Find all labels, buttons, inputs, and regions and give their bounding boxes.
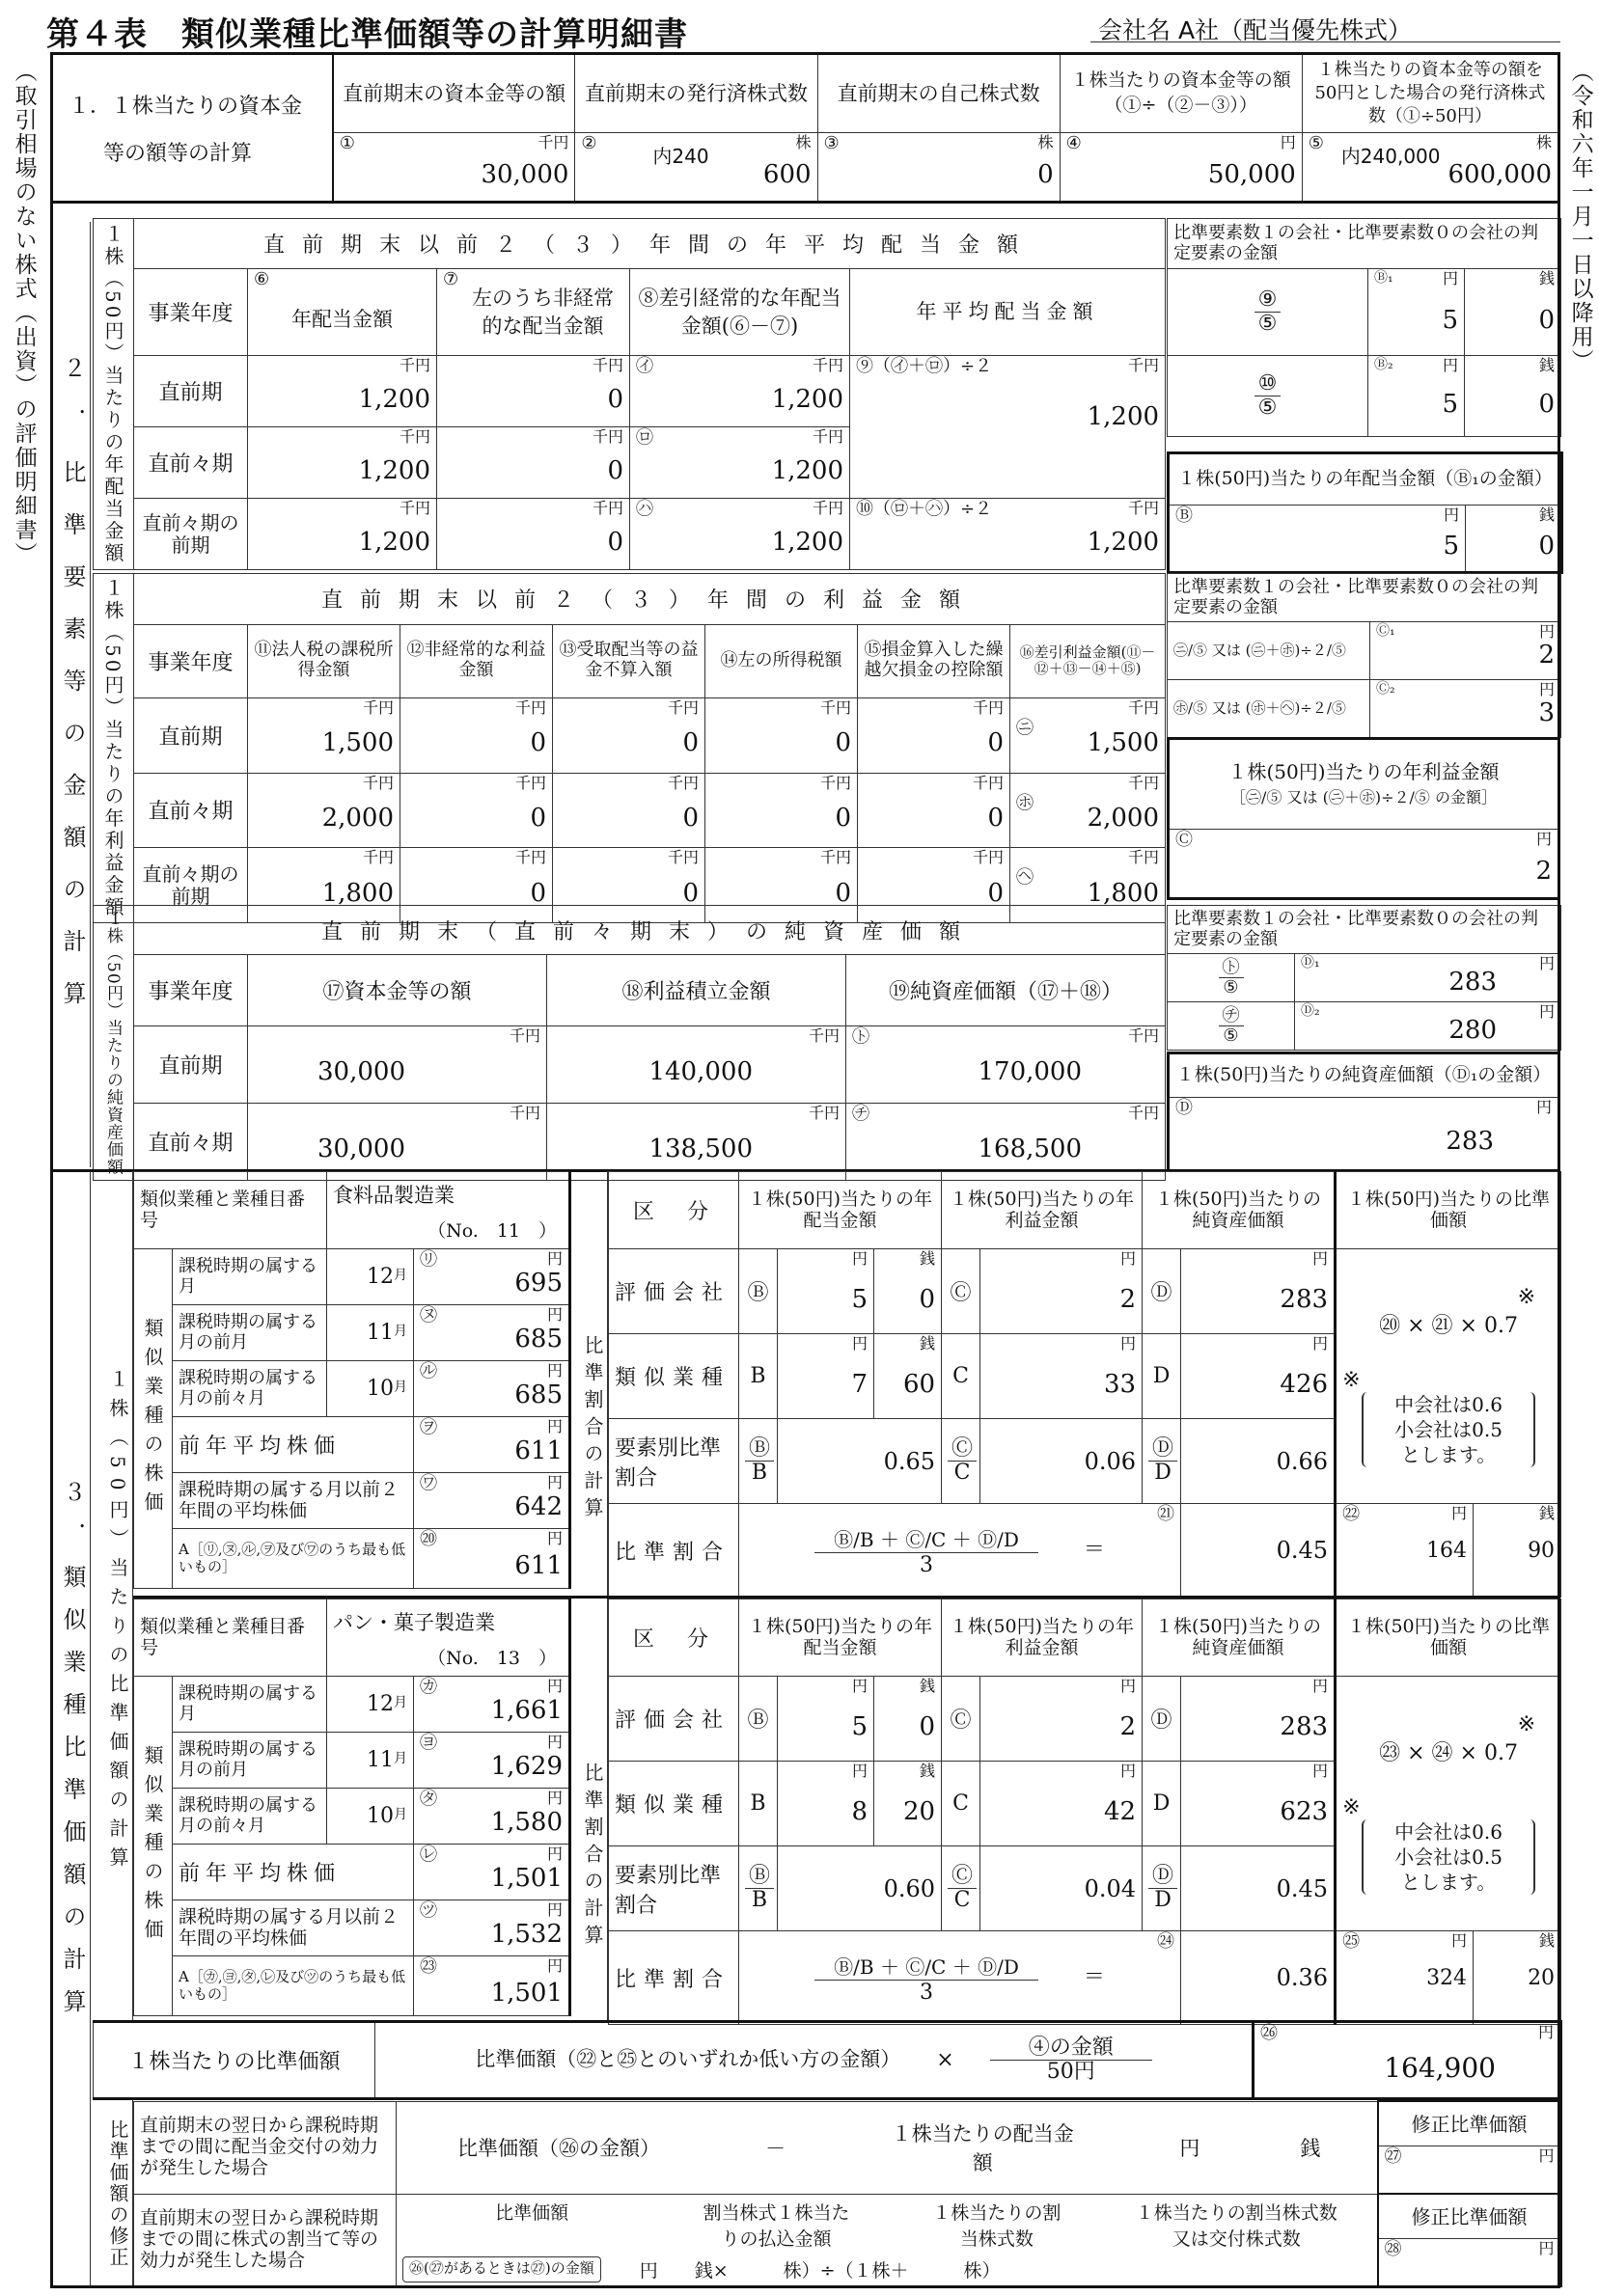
header-capital: 直前期末の資本金等の額 — [333, 54, 575, 133]
net-title: 直前期末（直前々期末）の純資産価額 — [134, 906, 1166, 955]
price-value: ㋦ 円 685 — [414, 1305, 570, 1361]
col-income-tax: ⑭左の所得税額 — [705, 624, 858, 697]
col-fiscal-year: 事業年度 — [134, 955, 248, 1026]
price-label: 前年平均株価 — [173, 1845, 414, 1900]
value-capital-per-share: ④ 円 50,000 — [1060, 133, 1302, 203]
judge-b1: Ⓑ₁ 円 5 — [1368, 269, 1465, 356]
profit-v11: 千円 1,500 — [248, 697, 400, 773]
profit-v15: 千円 0 — [858, 773, 1010, 848]
profit-per-share-table — [1167, 737, 1560, 900]
col-category: 区 分 — [609, 1172, 739, 1249]
net-v19: ㋣ 千円 170,000 — [846, 1025, 1166, 1103]
company-underline — [1090, 41, 1560, 42]
col-fiscal-year: 事業年度 — [134, 269, 248, 356]
profit-v13: 千円 0 — [553, 773, 705, 848]
col-average-dividend: 年平均配当金額 — [850, 269, 1166, 356]
section3-side-label: １株（50円）当たりの比準価額の計算 — [93, 1171, 133, 2020]
row-label: 類似業種 — [609, 1762, 739, 1846]
div-v6-row3: 千円 1,200 — [248, 499, 437, 570]
judge-b1-sen: 銭 0 — [1465, 269, 1561, 356]
div-v8-row1: ㋑ 千円 1,200 — [630, 356, 850, 427]
calc-side-label: 比準割合の計算 — [569, 1599, 608, 2023]
dividend-per-share-title: １株(50円)当たりの年配当金額（Ⓑ₁の金額） — [1169, 453, 1562, 506]
row-label: 類似業種 — [609, 1334, 739, 1419]
modification1-label: 直前期末の翌日から課税時期までの間に配当金交付の効力が発生した場合 — [134, 2101, 397, 2194]
col-profit: １株(50円)当たりの年利益金額 — [942, 1172, 1143, 1249]
div-v7-row3: 千円 0 — [437, 499, 630, 570]
per-share-price-value: ㉖ 円 164,900 — [1254, 2022, 1561, 2099]
net-judge-table: 比準要素数１の会社・比準要素数０の会社の判定要素の金額 $\frac{㋣}{\text{⑤}}$ Ⓓ₁ 円 283 $\frac{㋠}{\text{⑤}}$ Ⓓ₂ 円 280 — [1167, 905, 1561, 1051]
judge-b2-sen: 銭 0 — [1465, 356, 1561, 437]
header-shares-at-50yen: １株当たりの資本金等の額を50円とした場合の発行済株式数（①÷50円） — [1302, 54, 1558, 133]
col-capital: ⑰資本金等の額 — [248, 955, 547, 1026]
profit-v16: ㋥ 千円 1,500 — [1010, 697, 1166, 773]
per-share-price-label: １株当たりの比準価額 — [94, 2022, 375, 2099]
profit-per-share-title: １株(50円)当たりの年利益金額 — [1227, 760, 1500, 784]
price-value: ㋡ 円 1,532 — [414, 1900, 570, 1956]
avg-dividend-9: ⑨（㋑＋㋺）÷２ 千円 1,200 — [850, 356, 1166, 499]
final-formula: ※ ㉓ × ㉔ × 0.7 ※ 中会社は0.6 小会社は0.5 とします。 — [1336, 1677, 1561, 1931]
col-nonrecurring-profit: ⑫非経常的な利益金額 — [400, 624, 553, 697]
price-label: 前年平均株価 — [173, 1417, 414, 1473]
year-label: 直前々期の前期 — [134, 499, 248, 570]
col-recurring-dividend: ⑧差引経常的な年配当金額(⑥－⑦) — [630, 269, 850, 356]
col-category: 区 分 — [609, 1599, 739, 1677]
net-v17: 千円 30,000 — [248, 1103, 547, 1180]
dividend-per-share-table — [1167, 451, 1563, 574]
col-net-assets: １株(50円)当たりの純資産価額 — [1143, 1599, 1336, 1677]
col-net-assets: １株(50円)当たりの純資産価額 — [1143, 1172, 1336, 1249]
price-value: ㋹ 円 1,501 — [414, 1845, 570, 1900]
profit-v12: 千円 0 — [400, 697, 553, 773]
profit-v14: 千円 0 — [705, 697, 858, 773]
profit-v14: 千円 0 — [705, 773, 858, 848]
row-label: 評価会社 — [609, 1677, 739, 1762]
col-annual-dividend: ⑥ 年配当金額 — [248, 269, 437, 356]
net-per-share-value: Ⓓ 円 283 — [1169, 1098, 1559, 1171]
profit-v14: 千円 0 — [705, 848, 858, 923]
right-vertical-caption: （令和六年一月一日以降用） — [1567, 60, 1593, 373]
value-issued-shares: ② 株 内240 600 — [575, 133, 817, 203]
company-name: 会社名 A社（配当優先株式） — [1098, 16, 1413, 44]
dividend-title: 直前期末以前２（３）年間の年平均配当金額 — [134, 219, 1166, 269]
section1-table — [50, 52, 1560, 204]
row-label: 評価会社 — [609, 1249, 739, 1334]
ratio-table: 区 分 １株(50円)当たりの年配当金額 １株(50円)当たりの年利益金額 １株(50円)当たりの純資産価額 １株(50円)当たりの比準価額 評価会社 Ⓑ 円 5 銭 0 Ⓒ 円 2 Ⓓ 円 283 ※ ⑳ × ㉑ × 0.7 ※ 中会社は0.6 小会社は0.5 とします。 類似業種 B 円 7 銭 60 C 円 33 D 円 426 要素別比準割合 $\frac{Ⓑ}{B}$ 0.65 $\frac{Ⓒ}{C}$ 0.06 $\frac{Ⓓ}{D}$ 0.66 比準割合 ㉑ $\frac{Ⓑ/B + Ⓒ/C + Ⓓ/D}{3}$ ＝ 0.45 ㉒ 円 164 銭 90 — [608, 1171, 1561, 1598]
row-label: 比準割合 — [609, 1504, 739, 1598]
profit-v12: 千円 0 — [400, 773, 553, 848]
industry-number: （No. 11 ） — [427, 1220, 558, 1242]
dividend-side-label: １株（50円）当たりの年配当金額 — [94, 219, 134, 570]
price-value: ㉓ 円 1,501 — [414, 1956, 570, 2016]
col-dividend-exclusion: ⑬受取配当等の益金不算入額 — [553, 624, 705, 697]
profit-v16: ㋭ 千円 2,000 — [1010, 773, 1166, 848]
judge-c2: Ⓒ₂ 円 3 — [1370, 680, 1561, 738]
header-capital-per-share: １株当たりの資本金等の額（①÷（②－③）） — [1060, 54, 1302, 133]
dividend-per-share-sen: 銭 0 — [1466, 506, 1562, 573]
price-label: 課税時期の属する月の前々月 — [173, 1789, 327, 1845]
industry-price-table: 類似業種と業種目番号 食料品製造業 （No. 11 ） 類似業種の株価 課税時期の属する月 $12^月$ ㋷ 円 695 課税時期の属する月の前月 $11^月$ ㋦ 円 685 課税時期の属する月の前々月 $10^月$ ㋸ 円 685 前年平均株価 ㋾ 円 611 課税時期の属する月以前２年間の平均株価 ㋻ 円 642 A［㋷,㋦,㋸,㋾及び㋻のうち最も低いもの］ ⑳ 円 611 — [133, 1171, 571, 1589]
per-share-formula: 比準価額（㉒と㉕とのいずれか低い方の金額） — [475, 2047, 901, 2071]
price-side-label: 類似業種の株価 — [134, 1677, 173, 2016]
modification2-label: 直前期末の翌日から課税時期までの間に株式の割当て等の効力が発生した場合 — [134, 2194, 397, 2286]
profit-judge-table — [1167, 573, 1561, 738]
price-value: ㋸ 円 685 — [414, 1361, 570, 1417]
col-dividend: １株(50円)当たりの年配当金額 — [739, 1599, 942, 1677]
div-v8-row3: ㋩ 千円 1,200 — [630, 499, 850, 570]
price-label: 課税時期の属する月 — [173, 1677, 327, 1733]
profit-v15: 千円 0 — [858, 697, 1010, 773]
industry-block-2 — [133, 1596, 1560, 2020]
profit-side-label: １株（50円）当たりの年利益金額 — [94, 574, 134, 923]
dividend-per-share-yen: Ⓑ 円 5 — [1169, 506, 1466, 573]
div-v7-row1: 千円 0 — [437, 356, 630, 427]
price-value: ㋟ 円 1,580 — [414, 1789, 570, 1845]
modification-table: 直前期末の翌日から課税時期までの間に配当金交付の効力が発生した場合 比準価額（㉖の金額） － １株当たりの配当金額 円 銭 修正比準価額 ㉗ 円 直前期末の翌日から課税時期までの間に株式の割当て等の効力が発生した場合 比準価額 割当株式１株当たりの払込金額 １株当たりの割当株式数 １株当たりの割当株式数又は交付株式数 ㉖(㉗があるときは㉗)の金額 円 銭× 株）÷（１株＋ 株） 修正比準価額 ㉘ 円 — [133, 2100, 1562, 2287]
industry-price-table: 類似業種と業種目番号 パン・菓子製造業 （No. 13 ） 類似業種の株価 課税時期の属する月 $12^月$ ㋕ 円 1,661 課税時期の属する月の前月 $11^月$ ㋵ 円 1,629 課税時期の属する月の前々月 $10^月$ ㋟ 円 1,580 前年平均株価 ㋹ 円 1,501 課税時期の属する月以前２年間の平均株価 ㋡ 円 1,532 A［㋕,㋵,㋟,㋹及び㋡のうち最も低いもの］ ㉓ 円 1,501 — [133, 1599, 571, 2016]
col-taxable-income: ⑪法人税の課税所得金額 — [248, 624, 400, 697]
profit-v16: ㋬ 千円 1,800 — [1010, 848, 1166, 923]
judge-b2: Ⓑ₂ 円 5 — [1368, 356, 1465, 437]
section3-label: ３．類似業種比準価額の計算 — [52, 1171, 91, 2286]
price-value: ㋵ 円 1,629 — [414, 1733, 570, 1789]
net-side-label: １株（50円）当たりの純資産価額 — [94, 906, 134, 1181]
year-label: 直前々期の前期 — [134, 848, 248, 923]
ratio-table: 区 分 １株(50円)当たりの年配当金額 １株(50円)当たりの年利益金額 １株(50円)当たりの純資産価額 １株(50円)当たりの比準価額 評価会社 Ⓑ 円 5 銭 0 Ⓒ 円 2 Ⓓ 円 283 ※ ㉓ × ㉔ × 0.7 ※ 中会社は0.6 小会社は0.5 とします。 類似業種 B 円 8 銭 20 C 円 42 D 円 623 要素別比準割合 $\frac{Ⓑ}{B}$ 0.60 $\frac{Ⓒ}{C}$ 0.04 $\frac{Ⓓ}{D}$ 0.45 比準割合 ㉔ $\frac{Ⓑ/B + Ⓒ/C + Ⓓ/D}{3}$ ＝ 0.36 ㉕ 円 324 銭 20 — [608, 1599, 1561, 2025]
industry-label: 類似業種と業種目番号 — [134, 1172, 327, 1249]
price-side-label: 類似業種の株価 — [134, 1249, 173, 1589]
modified-price-header: 修正比準価額 — [1379, 2102, 1560, 2146]
row-label: 要素別比準割合 — [609, 1419, 739, 1504]
price-label: A［㋕,㋵,㋟,㋹及び㋡のうち最も低いもの］ — [173, 1956, 414, 2016]
profit-v11: 千円 1,800 — [248, 848, 400, 923]
profit-judge-expr2: ㋭/⑤ 又は (㋭＋㋬)÷２/⑤ — [1168, 680, 1370, 738]
net-v17: 千円 30,000 — [248, 1025, 547, 1103]
judge-d2: Ⓓ₂ 円 280 — [1295, 1002, 1561, 1051]
profit-per-share-subtitle: ［㋥/⑤ 又は (㋥＋㋭)÷２/⑤ の金額］ — [1230, 788, 1497, 807]
col-net-assets: ⑲純資産価額（⑰＋⑱） — [846, 955, 1166, 1026]
div-v6-row1: 千円 1,200 — [248, 356, 437, 427]
col-fiscal-year: 事業年度 — [134, 624, 248, 697]
div-v8-row2: ㋺ 千円 1,200 — [630, 427, 850, 499]
profit-v13: 千円 0 — [553, 848, 705, 923]
profit-v12: 千円 0 — [400, 848, 553, 923]
col-net-profit: ⑯差引利益金額(⑪－⑫＋⑬－⑭＋⑮) — [1010, 624, 1166, 697]
calc-side-label: 比準割合の計算 — [569, 1171, 608, 1596]
year-label: 直前期 — [134, 697, 248, 773]
net-v19: ㋠ 千円 168,500 — [846, 1103, 1166, 1180]
value-treasury-shares: ③ 株 0 — [817, 133, 1060, 203]
dividend-judge-title: 比準要素数１の会社・比準要素数０の会社の判定要素の金額 — [1168, 219, 1561, 269]
col-comparable-price: １株(50円)当たりの比準価額 — [1336, 1599, 1561, 1677]
col-comparable-price: １株(50円)当たりの比準価額 — [1336, 1172, 1561, 1249]
col-profit: １株(50円)当たりの年利益金額 — [942, 1599, 1143, 1677]
price-label: 課税時期の属する月の前々月 — [173, 1361, 327, 1417]
profit-v13: 千円 0 — [553, 697, 705, 773]
col-retained-earnings: ⑱利益積立金額 — [547, 955, 846, 1026]
section1-label: １．１株当たりの資本金 等の額等の計算 — [52, 54, 333, 203]
year-label: 直前期 — [134, 356, 248, 427]
dividend-judge-table: 比準要素数１の会社・比準要素数０の会社の判定要素の金額 $\frac{\text{⑨}}{\text{⑤}}$ Ⓑ₁ 円 5 銭 0 $\frac{\text{⑩}}{\text{⑤}}$ Ⓑ₂ 円 5 銭 0 — [1167, 218, 1561, 437]
price-value: ⑳ 円 611 — [414, 1529, 570, 1589]
net-judge-title: 比準要素数１の会社・比準要素数０の会社の判定要素の金額 — [1168, 906, 1561, 954]
profit-title: 直前期末以前２（３）年間の利益金額 — [134, 574, 1166, 625]
col-nonrecurring-dividend: ⑦ 左のうち非経常的な配当金額 — [437, 269, 630, 356]
avg-dividend-10: ⑩（㋺＋㋩）÷２ 千円 1,200 — [850, 499, 1166, 570]
per-share-price-table: １株当たりの比準価額 比準価額（㉒と㉕とのいずれか低い方の金額） × $\frac{\text{④の金額}}{\text{50円}}$ ㉖ 円 164,900 — [93, 2020, 1562, 2100]
profit-per-share-value: Ⓒ 円 2 — [1169, 830, 1559, 899]
year-label: 直前々期 — [134, 1103, 248, 1180]
judge-d1: Ⓓ₁ 円 283 — [1295, 954, 1561, 1002]
net-v18: 千円 140,000 — [547, 1025, 846, 1103]
row-label: 比準割合 — [609, 1931, 739, 2025]
row-label: 要素別比準割合 — [609, 1846, 739, 1931]
profit-table — [93, 573, 1166, 923]
modified-price-header: 修正比準価額 — [1379, 2195, 1560, 2239]
profit-judge-title: 比準要素数１の会社・比準要素数０の会社の判定要素の金額 — [1168, 574, 1561, 622]
year-label: 直前々期 — [134, 427, 248, 499]
col-loss-carryforward: ⑮損金算入した繰越欠損金の控除額 — [858, 624, 1010, 697]
price-label: 課税時期の属する月の前月 — [173, 1305, 327, 1361]
profit-v15: 千円 0 — [858, 848, 1010, 923]
industry-label: 類似業種と業種目番号 — [134, 1599, 327, 1677]
price-value: ㋻ 円 642 — [414, 1473, 570, 1529]
col-dividend: １株(50円)当たりの年配当金額 — [739, 1172, 942, 1249]
profit-judge-expr1: ㋥/⑤ 又は (㋥＋㋭)÷２/⑤ — [1168, 622, 1370, 680]
dividend-table — [93, 218, 1166, 570]
modification-side-label: 比準価額の修正 — [93, 2100, 133, 2286]
price-value: ㋷ 円 695 — [414, 1249, 570, 1305]
price-label: 課税時期の属する月 — [173, 1249, 327, 1305]
div-v7-row2: 千円 0 — [437, 427, 630, 499]
industry-name: パン・菓子製造業 — [333, 1611, 496, 1634]
judge-c1: Ⓒ₁ 円 2 — [1370, 622, 1561, 680]
net-per-share-title: １株(50円)当たりの純資産価額（Ⓓ₁の金額） — [1169, 1053, 1559, 1098]
net-v18: 千円 138,500 — [547, 1103, 846, 1180]
price-value: ㋾ 円 611 — [414, 1417, 570, 1473]
div-v6-row2: 千円 1,200 — [248, 427, 437, 499]
header-issued-shares: 直前期末の発行済株式数 — [575, 54, 817, 133]
year-label: 直前期 — [134, 1025, 248, 1103]
price-label: A［㋷,㋦,㋸,㋾及び㋻のうち最も低いもの］ — [173, 1529, 414, 1589]
price-label: 課税時期の属する月の前月 — [173, 1733, 327, 1789]
profit-v11: 千円 2,000 — [248, 773, 400, 848]
net-asset-table — [93, 905, 1166, 1181]
price-label: 課税時期の属する月以前２年間の平均株価 — [173, 1900, 414, 1956]
net-per-share-table — [1167, 1052, 1560, 1172]
price-label: 課税時期の属する月以前２年間の平均株価 — [173, 1473, 414, 1529]
section2-label: ２．比準要素等の金額の計算 — [52, 222, 91, 1167]
industry-block-1 — [133, 1171, 1560, 1596]
industry-number: （No. 13 ） — [427, 1648, 558, 1669]
industry-name: 食料品製造業 — [333, 1184, 455, 1207]
price-value: ㋕ 円 1,661 — [414, 1677, 570, 1733]
value-shares-at-50yen: ⑤ 株 内240,000 600,000 — [1302, 133, 1558, 203]
header-treasury-shares: 直前期末の自己株式数 — [817, 54, 1060, 133]
value-capital: ① 千円 30,000 — [333, 133, 575, 203]
form-title: 第４表 類似業種比準価額等の計算明細書 — [46, 15, 688, 54]
left-vertical-caption: （取引相場のない株式（出資）の評価明細書） — [11, 60, 37, 566]
year-label: 直前々期 — [134, 773, 248, 848]
final-formula: ※ ⑳ × ㉑ × 0.7 ※ 中会社は0.6 小会社は0.5 とします。 — [1336, 1249, 1561, 1504]
